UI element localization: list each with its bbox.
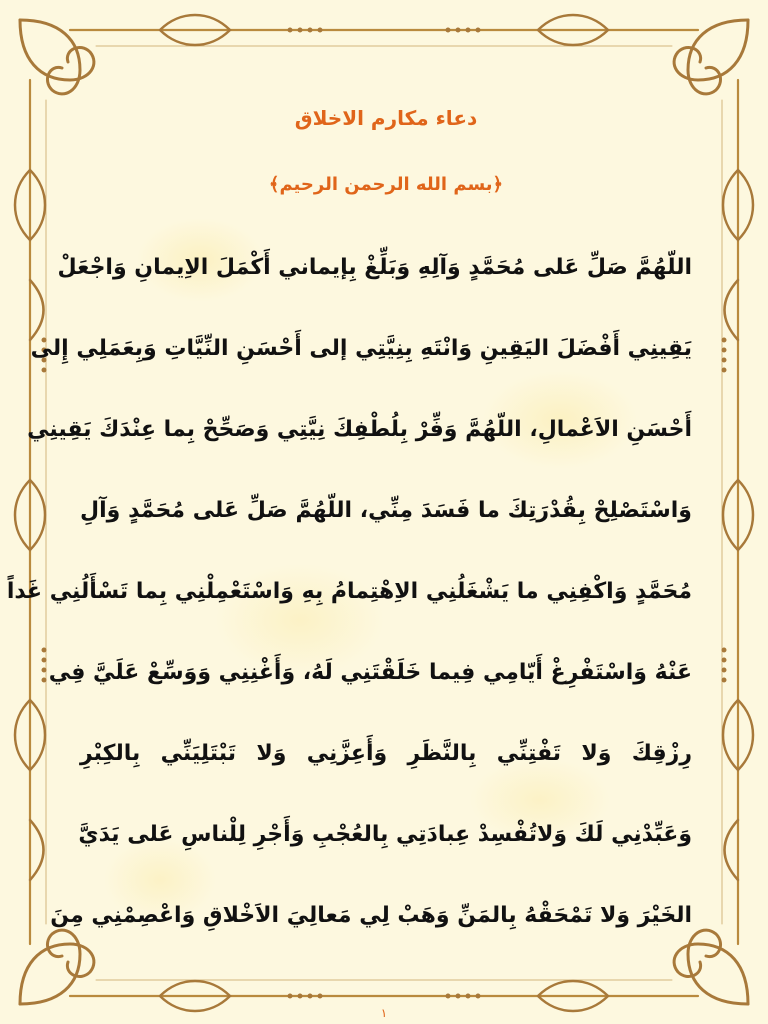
text-line: وَعَبِّدْنِي لَكَ وَلاتُفْسِدْ عِبادَتِي بِالعُجْبِ وَأَجْرِ لِلْناسِ عَلى يَدَيَّ — [78, 822, 692, 847]
prayer-text — [6, 238, 692, 967]
text-line: وَاسْتَصْلِحْ بِقُدْرَتِكَ ما فَسَدَ مِنِّي، اللّهُمَّ صَلِّ عَلى مُحَمَّدٍ وَآلِ — [80, 498, 692, 523]
document-body — [6, 96, 692, 976]
basmala-heading: ﴿بسم الله الرحمن الرحيم﴾ — [268, 174, 504, 195]
text-line: الخَيْرَ وَلا تَمْحَقْهُ بِالمَنِّ وَهَبْ لِي مَعالِيَ الاَخْلاقِ وَاعْصِمْنِي مِنَ — [50, 903, 692, 928]
text-line: مُحَمَّدٍ وَاكْفِنِي ما يَشْغَلُنِي الاِهْتِمامُ بِهِ وَاسْتَعْمِلْنِي بِما تَسْأَلُنِي غَداً — [6, 579, 692, 604]
text-line: يَقِينِي أَفْضَلَ اليَقِينِ وَانْتَهِ بِنِيَّتِي إلى أَحْسَنِ النِّيَّاتِ وَبِعَمَلِي إِلى — [30, 336, 692, 361]
text-line: عَنْهُ وَاسْتَفْرِغْ أَيّامِي فِيما خَلَقْتَنِي لَهُ، وَأَغْنِنِي وَوَسِّعْ عَلَيَّ فِي — [48, 660, 692, 685]
text-line: رِزْقِكَ وَلا تَفْتِنِّي بِالنَّظَرِ وَأَعِزَّنِي وَلا تَبْتَلِيَنِّي بِالكِبْرِ — [80, 741, 692, 766]
text-line: أَحْسَنِ الاَعْمالِ، اللّهُمَّ وَفِّرْ بِلُطْفِكَ نِيَّتِي وَصَحِّحْ بِما عِنْدَكَ يَقِينِي — [27, 417, 692, 442]
page-number: ١ — [380, 1006, 388, 1020]
document-title: دعاء مكارم الاخلاق — [294, 106, 478, 130]
text-line: اللّهُمَّ صَلِّ عَلى مُحَمَّدٍ وَآلِهِ وَبَلِّغْ بِإيماني أَكْمَلَ الاِيمانِ وَاجْعَلْ — [57, 255, 692, 280]
